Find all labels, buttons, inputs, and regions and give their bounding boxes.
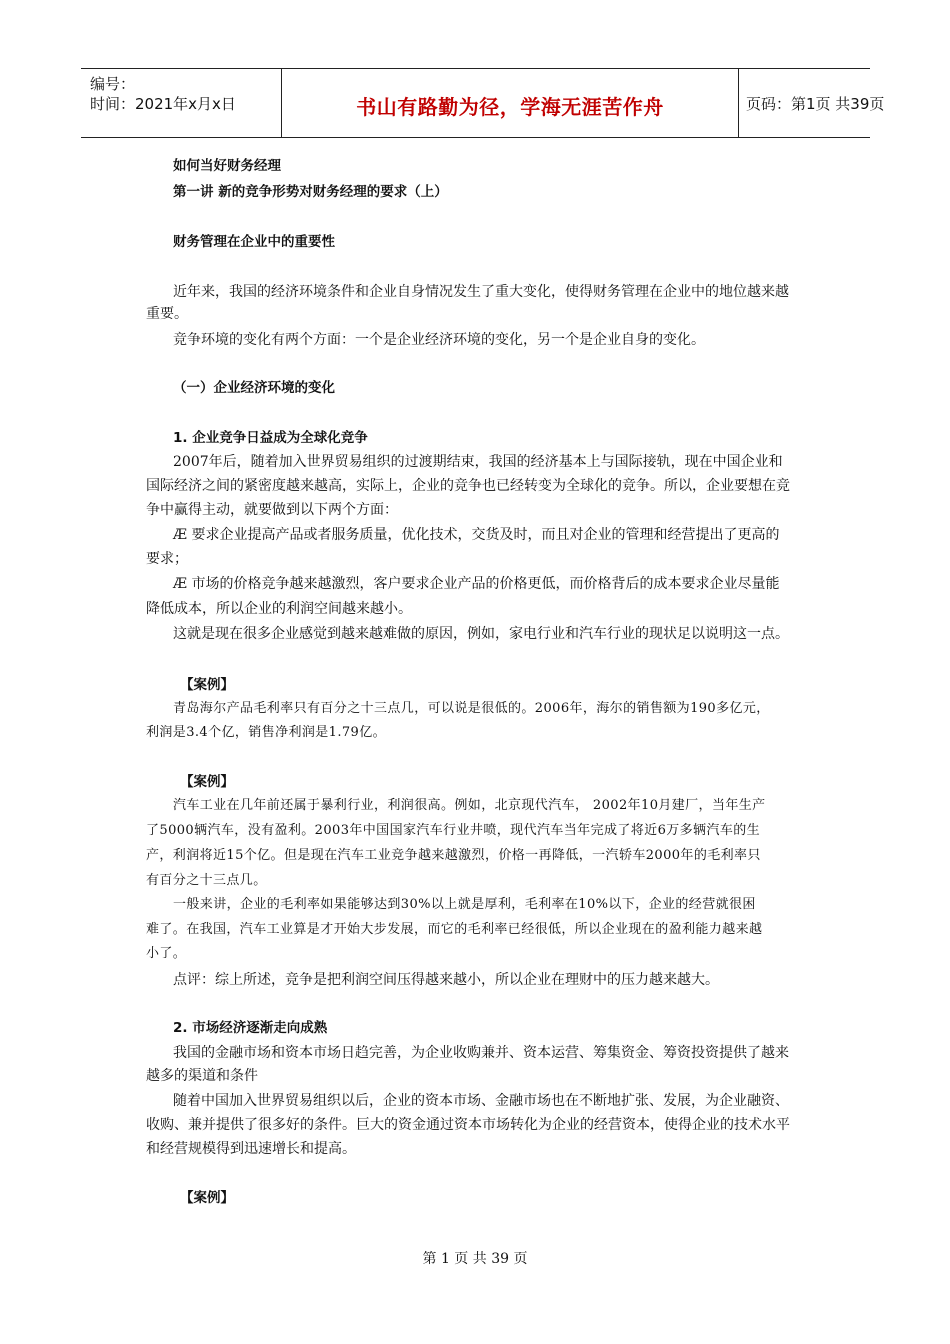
paragraph-line: 这就是现在很多企业感觉到越来越难做的原因，例如，家电行业和汽车行业的现状足以说明这一点。 — [173, 626, 789, 642]
paragraph-line: 和经营规模得到迅速增长和提高。 — [146, 1141, 356, 1157]
case-line: 小了。 — [146, 946, 187, 961]
paragraph-line: 要求； — [146, 551, 188, 567]
case-line: 利润是3.4个亿，销售净利润是1.79亿。 — [146, 725, 387, 740]
paragraph-line: 降低成本，所以企业的利润空间越来越小。 — [146, 601, 412, 617]
case-line: 有百分之十三点几。 — [146, 873, 267, 888]
case-line: 难了。在我国，汽车工业算是才开始大步发展，而它的毛利率已经很低，所以企业现在的盈利能力越来越 — [146, 922, 763, 937]
paragraph-line: 收购、兼并提供了很多好的条件。巨大的资金通过资本市场转化为企业的经营资本，使得企业的技术水平 — [146, 1117, 790, 1133]
bullet-line: Æ 要求企业提高产品或者服务质量，优化技术，交货及时，而且对企业的管理和经营提出了更高的 — [173, 527, 780, 543]
header-meta-cell — [81, 69, 281, 137]
paragraph-line: 国际经济之间的紧密度越来越高，实际上，企业的竞争也已经转变为全球化的竞争。所以，企业要想在竞 — [146, 478, 790, 494]
paragraph-line: 近年来，我国的经济环境条件和企业自身情况发生了重大变化，使得财务管理在企业中的地位越来越 — [173, 284, 789, 300]
doc-title: 如何当好财务经理 — [173, 158, 281, 174]
comment-line: 点评：综上所述，竞争是把利润空间压得越来越小，所以企业在理财中的压力越来越大。 — [173, 972, 719, 988]
page-info: 页码：第1页 共39页 — [746, 95, 885, 113]
lecture-title: 第一讲 新的竞争形势对财务经理的要求（上） — [173, 184, 448, 200]
case-label: 【案例】 — [180, 774, 234, 790]
page-footer: 第 1 页 共 39 页 — [422, 1251, 528, 1267]
paragraph-line: 随着中国加入世界贸易组织以后，企业的资本市场、金融市场也在不断地扩张、发展，为企业融资、 — [173, 1093, 789, 1109]
subsection-heading: 2. 市场经济逐渐走向成熟 — [173, 1020, 328, 1036]
header-motto-cell — [281, 69, 739, 137]
header-page-cell — [738, 69, 885, 137]
time-label: 时间：2021年x月x日 — [90, 95, 236, 113]
case-line: 产，利润将近15个亿。但是现在汽车工业竞争越来越激烈，价格一再降低，一汽轿车2000年的毛利率只 — [146, 848, 761, 863]
case-line: 汽车工业在几年前还属于暴利行业，利润很高。例如，北京现代汽车， 2002年10月建厂，当年生产 — [173, 798, 766, 813]
subsection-heading: 1. 企业竞争日益成为全球化竞争 — [173, 430, 368, 446]
case-label: 【案例】 — [180, 677, 234, 693]
part-heading: （一）企业经济环境的变化 — [173, 380, 335, 396]
case-label: 【案例】 — [180, 1190, 234, 1206]
paragraph-line: 争中赢得主动，就要做到以下两个方面： — [146, 502, 398, 518]
case-line: 一般来讲，企业的毛利率如果能够达到30%以上就是厚利，毛利率在10%以下，企业的经营就很困 — [173, 897, 756, 912]
motto: 书山有路勤为径，学海无涯苦作舟 — [356, 95, 664, 119]
page-header — [81, 68, 885, 138]
case-line: 了5000辆汽车，没有盈利。2003年中国国家汽车行业井喷，现代汽车当年完成了将近6万多辆汽车的生 — [146, 823, 761, 838]
paragraph-line: 竞争环境的变化有两个方面：一个是企业经济环境的变化，另一个是企业自身的变化。 — [173, 332, 705, 348]
paragraph-line: 重要。 — [146, 306, 188, 322]
case-line: 青岛海尔产品毛利率只有百分之十三点几，可以说是很低的。2006年，海尔的销售额为190多亿元， — [173, 701, 770, 716]
section-heading: 财务管理在企业中的重要性 — [173, 234, 335, 250]
paragraph-line: 我国的金融市场和资本市场日趋完善，为企业收购兼并、资本运营、筹集资金、筹资投资提供了越来 — [173, 1045, 789, 1061]
bullet-line: Æ 市场的价格竞争越来越激烈，客户要求企业产品的价格更低，而价格背后的成本要求企业尽量能 — [173, 576, 780, 592]
paragraph-line: 越多的渠道和条件 — [146, 1068, 258, 1084]
serial-label: 编号： — [90, 75, 136, 93]
paragraph-line: 2007年后，随着加入世界贸易组织的过渡期结束，我国的经济基本上与国际接轨，现在中国企业和 — [173, 454, 783, 470]
